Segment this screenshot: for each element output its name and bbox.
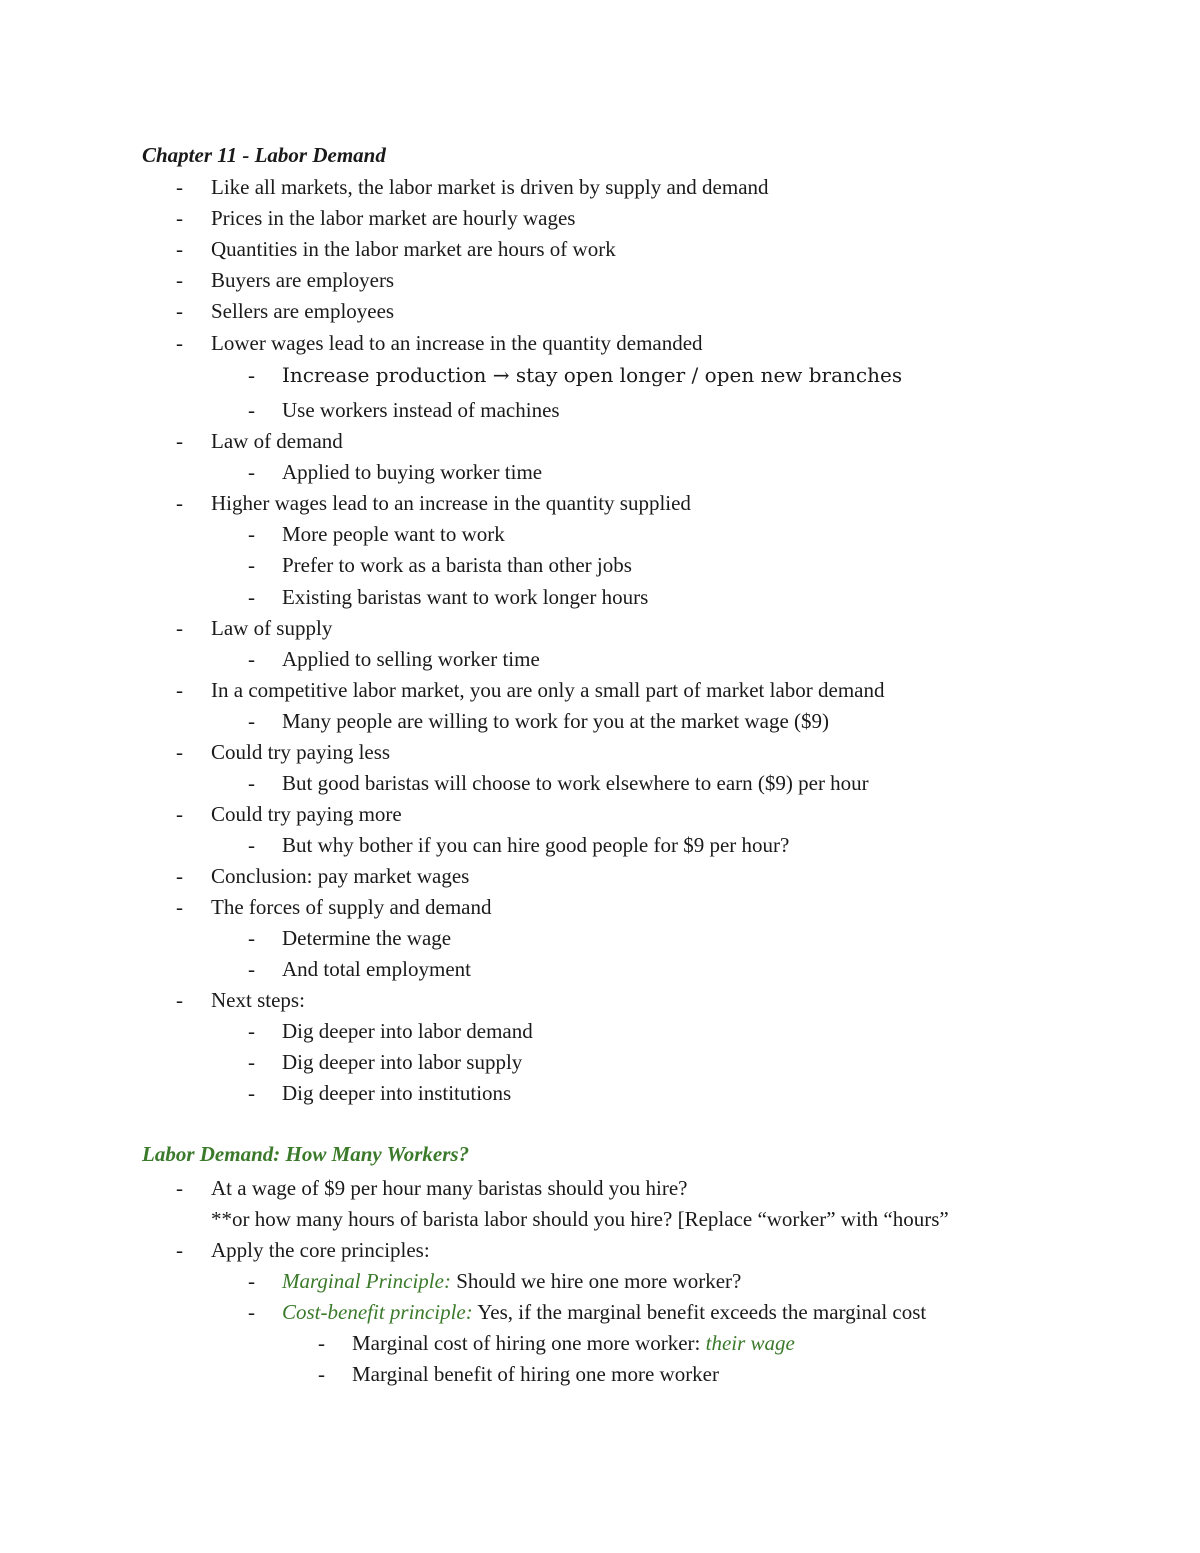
bullet-dash: - xyxy=(248,522,255,546)
marginal-principle-text: Should we hire one more worker? xyxy=(450,1269,742,1293)
bullet-dash: - xyxy=(176,237,183,261)
list-item-text xyxy=(282,1299,926,1325)
list-item-text: Could try paying more xyxy=(211,802,402,826)
bullet-dash: - xyxy=(248,1081,255,1105)
bullet-dash: - xyxy=(318,1362,325,1386)
bullet-dash: - xyxy=(248,363,255,387)
note-line xyxy=(211,1206,949,1232)
bullet-dash: - xyxy=(248,926,255,950)
cost-benefit-label: Cost-benefit principle: xyxy=(282,1300,473,1324)
bullet-dash: - xyxy=(176,678,183,702)
list-item-text: Conclusion: pay market wages xyxy=(211,864,470,888)
list-item-text: Prices in the labor market are hourly wages xyxy=(211,206,576,230)
bullet-dash: - xyxy=(248,398,255,422)
bullet-dash: - xyxy=(248,1019,255,1043)
list-item-text: More people want to work xyxy=(282,522,505,546)
marginal-principle-label: Marginal Principle: xyxy=(282,1269,451,1293)
bullet-dash: - xyxy=(248,957,255,981)
bullet-dash: - xyxy=(176,740,183,764)
list-item-text: Many people are willing to work for you at the market wage ($9) xyxy=(282,709,829,733)
bullet-dash: - xyxy=(248,1050,255,1074)
bullet-dash: - xyxy=(176,299,183,323)
bullet-dash: - xyxy=(248,1300,255,1324)
bullet-dash: - xyxy=(176,331,183,355)
list-item-text: Marginal benefit of hiring one more worker xyxy=(352,1362,719,1386)
list-item-text: Dig deeper into labor supply xyxy=(282,1050,523,1074)
list-item-text: And total employment xyxy=(282,957,471,981)
bullet-dash: - xyxy=(176,895,183,919)
list-item-text: Law of demand xyxy=(211,429,343,453)
list-item-text: Could try paying less xyxy=(211,740,391,764)
list-item-text: Quantities in the labor market are hours of work xyxy=(211,237,616,261)
bullet-dash: - xyxy=(248,771,255,795)
list-item-text: Next steps: xyxy=(211,988,305,1012)
list-item-text: Apply the core principles: xyxy=(211,1238,430,1262)
marginal-cost-text: Marginal cost of hiring one more worker: xyxy=(352,1331,706,1355)
bullet-dash: - xyxy=(176,864,183,888)
list-item-text: Dig deeper into labor demand xyxy=(282,1019,533,1043)
list-item-text: In a competitive labor market, you are only a small part of market labor demand xyxy=(211,678,885,702)
note-text: **or how many hours of barista labor should you hire? [Replace “worker” with “hours” xyxy=(211,1207,949,1231)
list-item-text: Law of supply xyxy=(211,616,333,640)
bullet-dash: - xyxy=(176,616,183,640)
marginal-cost-highlight: their wage xyxy=(705,1331,795,1355)
list-item-text: Higher wages lead to an increase in the quantity supplied xyxy=(211,491,691,515)
list-item-text: Buyers are employers xyxy=(211,268,395,292)
list-item-text: Like all markets, the labor market is driven by supply and demand xyxy=(211,175,769,199)
list-item-text: Applied to buying worker time xyxy=(282,460,543,484)
list-item-text: Determine the wage xyxy=(282,926,452,950)
bullet-dash: - xyxy=(176,802,183,826)
section2-heading: Labor Demand: How Many Workers? xyxy=(142,1142,470,1166)
bullet-dash: - xyxy=(176,988,183,1012)
list-item-text: Increase production → stay open longer / open new branches xyxy=(282,363,903,387)
list-item-text: Existing baristas want to work longer hours xyxy=(282,585,649,609)
bullet-dash: - xyxy=(176,491,183,515)
list-item-text xyxy=(352,1330,795,1356)
list-item-text: Prefer to work as a barista than other jobs xyxy=(282,553,632,577)
bullet-dash: - xyxy=(176,1176,183,1200)
bullet-dash: - xyxy=(176,175,183,199)
list-item-text: Use workers instead of machines xyxy=(282,398,560,422)
chapter-heading: Chapter 11 - Labor Demand xyxy=(142,143,386,167)
list-item-text: But why bother if you can hire good people for $9 per hour? xyxy=(282,833,790,857)
cost-benefit-text: Yes, if the marginal benefit exceeds the marginal cost xyxy=(472,1300,927,1324)
list-item-text: Applied to selling worker time xyxy=(282,647,540,671)
bullet-dash: - xyxy=(176,1238,183,1262)
bullet-dash: - xyxy=(176,206,183,230)
bullet-dash: - xyxy=(248,709,255,733)
bullet-dash: - xyxy=(248,647,255,671)
bullet-dash: - xyxy=(248,460,255,484)
bullet-dash: - xyxy=(248,553,255,577)
bullet-dash: - xyxy=(248,1269,255,1293)
list-item-text: At a wage of $9 per hour many baristas should you hire? xyxy=(211,1176,688,1200)
bullet-dash: - xyxy=(318,1331,325,1355)
list-item-text xyxy=(282,1268,741,1294)
list-item-text: Dig deeper into institutions xyxy=(282,1081,512,1105)
list-item-text: Sellers are employees xyxy=(211,299,395,323)
list-item-text: The forces of supply and demand xyxy=(211,895,492,919)
bullet-dash: - xyxy=(248,585,255,609)
list-item-text: But good baristas will choose to work elsewhere to earn ($9) per hour xyxy=(282,771,869,795)
bullet-dash: - xyxy=(176,429,183,453)
bullet-dash: - xyxy=(176,268,183,292)
list-item-text: Lower wages lead to an increase in the quantity demanded xyxy=(211,331,703,355)
bullet-dash: - xyxy=(248,833,255,857)
